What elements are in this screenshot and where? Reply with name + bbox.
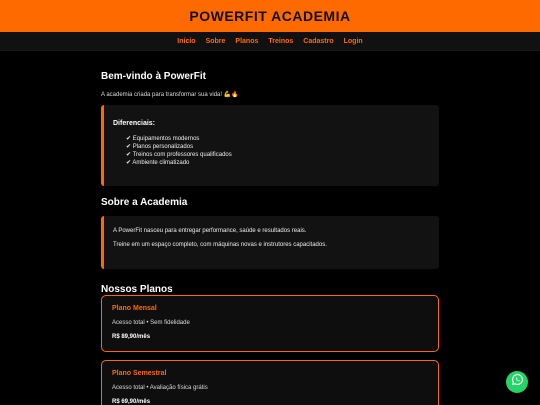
about-paragraph: A PowerFit nasceu para entregar performance, saúde e resultados reais.	[113, 228, 307, 234]
whatsapp-button[interactable]	[506, 371, 528, 393]
plan-price: R$ 69,90/mês	[112, 399, 151, 405]
differentials-heading: Diferenciais:	[113, 120, 156, 127]
list-item: ✔ Treinos com professores qualificados	[126, 152, 232, 158]
about-card	[101, 216, 439, 269]
plan-name: Plano Semestral	[112, 370, 167, 377]
list-item: ✔ Ambiente climatizado	[126, 160, 190, 166]
nav-link-login[interactable]: Login	[343, 37, 363, 45]
list-item: ✔ Planos personalizados	[126, 144, 194, 150]
list-item: ✔ Equipamentos modernos	[126, 136, 200, 142]
plan-card-mensal[interactable]	[101, 295, 439, 352]
nav-link-cadastro[interactable]: Cadastro	[303, 37, 334, 45]
plan-price: R$ 89,90/mês	[112, 334, 151, 340]
plan-description: Acesso total • Avaliação física grátis	[112, 385, 208, 391]
main-content	[101, 51, 439, 405]
plans-heading: Nossos Planos	[101, 284, 173, 295]
plan-description: Acesso total • Sem fidelidade	[112, 320, 190, 326]
differentials-card	[101, 105, 439, 186]
site-header	[0, 0, 540, 32]
site-title: POWERFIT ACADEMIA	[189, 8, 351, 24]
nav-link-sobre[interactable]: Sobre	[205, 37, 226, 45]
about-heading: Sobre a Academia	[101, 197, 188, 208]
welcome-heading: Bem-vindo à PowerFit	[101, 71, 207, 82]
nav-link-treinos[interactable]: Treinos	[268, 37, 294, 45]
differentials-list	[126, 135, 430, 167]
plan-card-semestral[interactable]	[101, 360, 439, 405]
welcome-text: A academia criada para transformar sua vida! 💪🔥	[101, 92, 239, 98]
plan-name: Plano Mensal	[112, 305, 157, 312]
whatsapp-icon	[511, 373, 524, 391]
main-nav	[0, 32, 540, 51]
nav-link-inicio[interactable]: Início	[177, 37, 196, 45]
about-paragraph: Treine em um espaço completo, com máquinas novas e instrutores capacitados.	[113, 242, 327, 248]
nav-link-planos[interactable]: Planos	[235, 37, 259, 45]
